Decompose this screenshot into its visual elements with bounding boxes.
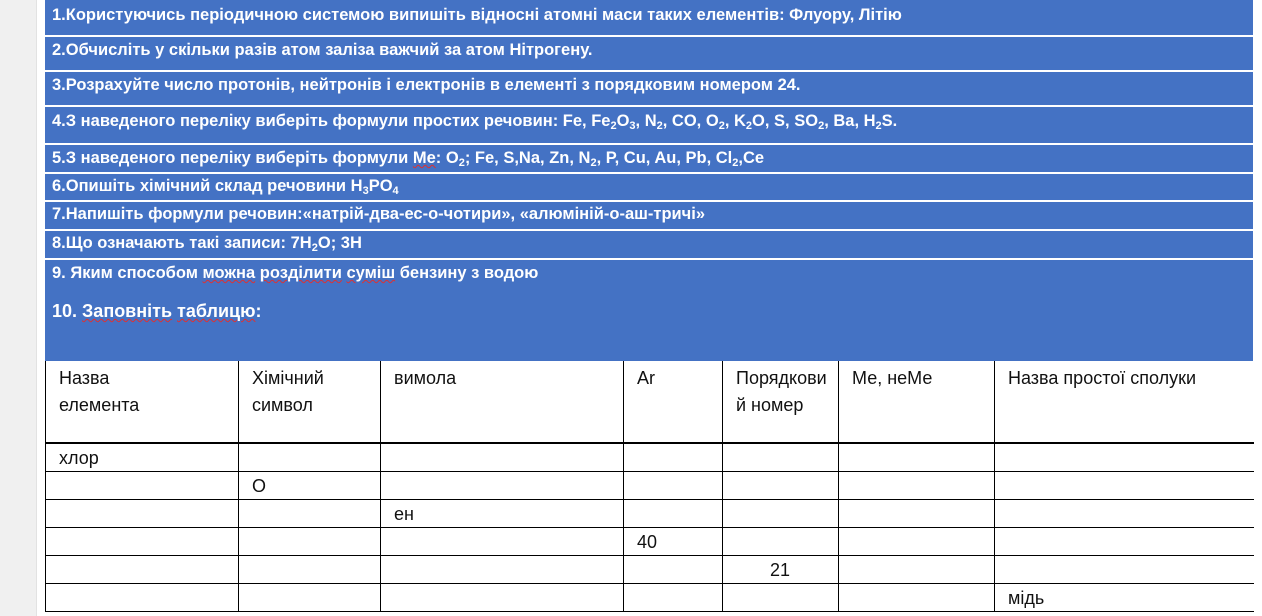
spellcheck-word: можна — [202, 264, 256, 282]
table-cell[interactable] — [839, 583, 995, 611]
subscript: 2 — [610, 120, 617, 132]
table-cell[interactable] — [723, 499, 839, 527]
table-cell[interactable] — [839, 499, 995, 527]
row-separator — [45, 258, 1253, 260]
subscript: 2 — [745, 120, 753, 132]
formula-text: , P, Cu, Au, Pb, Cl — [596, 149, 733, 167]
spellcheck-word: розділити — [259, 264, 342, 282]
table-cell[interactable]: хлор — [46, 443, 239, 471]
table-cell[interactable] — [839, 471, 995, 499]
header-element-name: Назва елемента — [46, 361, 239, 443]
subscript: 3 — [362, 185, 369, 197]
question-10-text: 10. — [52, 301, 83, 321]
formula-text: , N — [635, 112, 657, 130]
table-cell[interactable]: мідь — [995, 583, 1254, 611]
formula-text: , Ba, H — [824, 112, 876, 130]
table-cell[interactable] — [381, 443, 624, 471]
question-5-text: 5.З наведеного переліку виберіть формули — [52, 149, 413, 167]
table-cell[interactable] — [46, 499, 239, 527]
subscript: 4 — [392, 185, 399, 197]
table-row — [46, 471, 1254, 499]
header-ordinal-number: Порядковий номер — [723, 361, 839, 443]
question-8 — [45, 232, 1253, 258]
table-cell[interactable] — [624, 443, 723, 471]
question-3 — [45, 74, 1253, 102]
table-cell[interactable] — [381, 583, 624, 611]
question-7 — [45, 203, 1253, 229]
formula-text: O, S, SO — [752, 112, 819, 130]
table-cell[interactable] — [624, 499, 723, 527]
subscript: 2 — [590, 157, 597, 169]
row-separator — [45, 229, 1253, 231]
question-2-text: 2.Обчисліть у скільки разів атом заліза важчий за атом Нітрогену. — [52, 41, 593, 59]
table-cell[interactable] — [239, 499, 381, 527]
table-row — [46, 443, 1254, 471]
spellcheck-word: суміш — [346, 264, 396, 282]
table-cell[interactable]: О — [239, 471, 381, 499]
question-4-text: 4.З наведеного переліку виберіть формули простих речовин: Fe, Fe — [52, 112, 611, 130]
row-separator — [45, 35, 1253, 37]
row-separator — [45, 200, 1253, 202]
subscript: 2 — [818, 120, 825, 132]
table-cell[interactable] — [995, 471, 1254, 499]
table-cell[interactable]: ен — [381, 499, 624, 527]
row-separator — [45, 70, 1253, 72]
subscript: 2 — [875, 120, 882, 132]
table-cell[interactable] — [239, 555, 381, 583]
spellcheck-word: Ме — [412, 149, 436, 167]
table-cell[interactable] — [624, 555, 723, 583]
formula-text: PO — [368, 177, 393, 195]
table-cell[interactable] — [995, 555, 1254, 583]
formula-text: S. — [881, 112, 898, 130]
formula-text: , CO, O — [662, 112, 719, 130]
question-1-text: 1.Користуючись періодичною системою випишіть відносні атомні маси таких елементів: Флуору, Літію — [52, 6, 902, 24]
element-table — [45, 361, 1254, 612]
table-cell[interactable] — [239, 583, 381, 611]
question-9-text: 9. Яким способом — [52, 264, 203, 282]
formula-text: O — [616, 112, 630, 130]
header-chemical-symbol: Хімічний символ — [239, 361, 381, 443]
table-cell[interactable] — [723, 527, 839, 555]
table-cell[interactable] — [723, 583, 839, 611]
row-separator — [45, 105, 1253, 107]
table-cell[interactable] — [381, 527, 624, 555]
table-cell[interactable] — [239, 443, 381, 471]
formula-text: ,Ce — [738, 149, 765, 167]
table-cell[interactable] — [46, 527, 239, 555]
fill-in-table — [45, 361, 1254, 612]
table-cell[interactable] — [723, 443, 839, 471]
table-row — [46, 527, 1254, 555]
formula-text: , K — [724, 112, 746, 130]
table-cell[interactable] — [46, 583, 239, 611]
question-6 — [45, 175, 1253, 200]
table-cell[interactable]: 40 — [624, 527, 723, 555]
question-4 — [45, 109, 1253, 141]
table-cell[interactable] — [381, 471, 624, 499]
spellcheck-word: таблицю — [177, 301, 256, 321]
question-3-text: 3.Розрахуйте число протонів, нейтронів і електронів в елементі з порядковим номером 24. — [52, 76, 801, 94]
table-cell[interactable] — [46, 555, 239, 583]
row-separator — [45, 143, 1253, 145]
subscript: 2 — [656, 120, 663, 132]
row-separator — [45, 172, 1253, 174]
question-9-text: бензину з водою — [395, 264, 539, 282]
table-row — [46, 499, 1254, 527]
table-cell[interactable] — [723, 471, 839, 499]
formula-text: O; 3H — [317, 234, 362, 252]
question-10-text: : — [255, 301, 262, 321]
header-metal-nonmetal: Ме, неМе — [839, 361, 995, 443]
table-cell[interactable] — [995, 499, 1254, 527]
table-header-row — [46, 361, 1254, 443]
question-10 — [45, 299, 1253, 327]
header-pronunciation: вимола — [381, 361, 624, 443]
table-cell[interactable]: 21 — [723, 555, 839, 583]
question-7-text: 7.Напишіть формули речовин:«натрій-два-ес-о-чотири», «алюміній-о-аш-тричі» — [52, 205, 706, 223]
subscript: 2 — [732, 157, 739, 169]
table-row — [46, 583, 1254, 611]
table-cell[interactable] — [381, 555, 624, 583]
table-cell[interactable] — [995, 443, 1254, 471]
formula-text: ; Fe, S,Na, Zn, N — [464, 149, 591, 167]
table-cell[interactable] — [239, 527, 381, 555]
formula-text: : O — [435, 149, 459, 167]
subscript: 3 — [629, 120, 636, 132]
subscript: 2 — [311, 242, 318, 254]
header-simple-substance: Назва простої сполуки — [995, 361, 1254, 443]
table-cell[interactable] — [839, 555, 995, 583]
page-gutter — [0, 0, 37, 616]
table-cell[interactable] — [839, 443, 995, 471]
question-6-text: 6.Опишіть хімічний склад речовини H — [52, 177, 363, 195]
question-1 — [45, 4, 1253, 32]
subscript: 2 — [718, 120, 725, 132]
question-9 — [45, 262, 1253, 288]
table-cell[interactable] — [624, 583, 723, 611]
question-2 — [45, 39, 1253, 67]
table-cell[interactable] — [839, 527, 995, 555]
table-row — [46, 555, 1254, 583]
question-8-text: 8.Що означають такі записи: 7H — [52, 234, 312, 252]
table-cell[interactable] — [624, 471, 723, 499]
subscript: 2 — [458, 157, 465, 169]
spellcheck-word: Заповніть — [82, 301, 173, 321]
table-cell[interactable] — [995, 527, 1254, 555]
table-cell[interactable] — [46, 471, 239, 499]
question-5 — [45, 146, 1253, 172]
header-ar: Ar — [624, 361, 723, 443]
